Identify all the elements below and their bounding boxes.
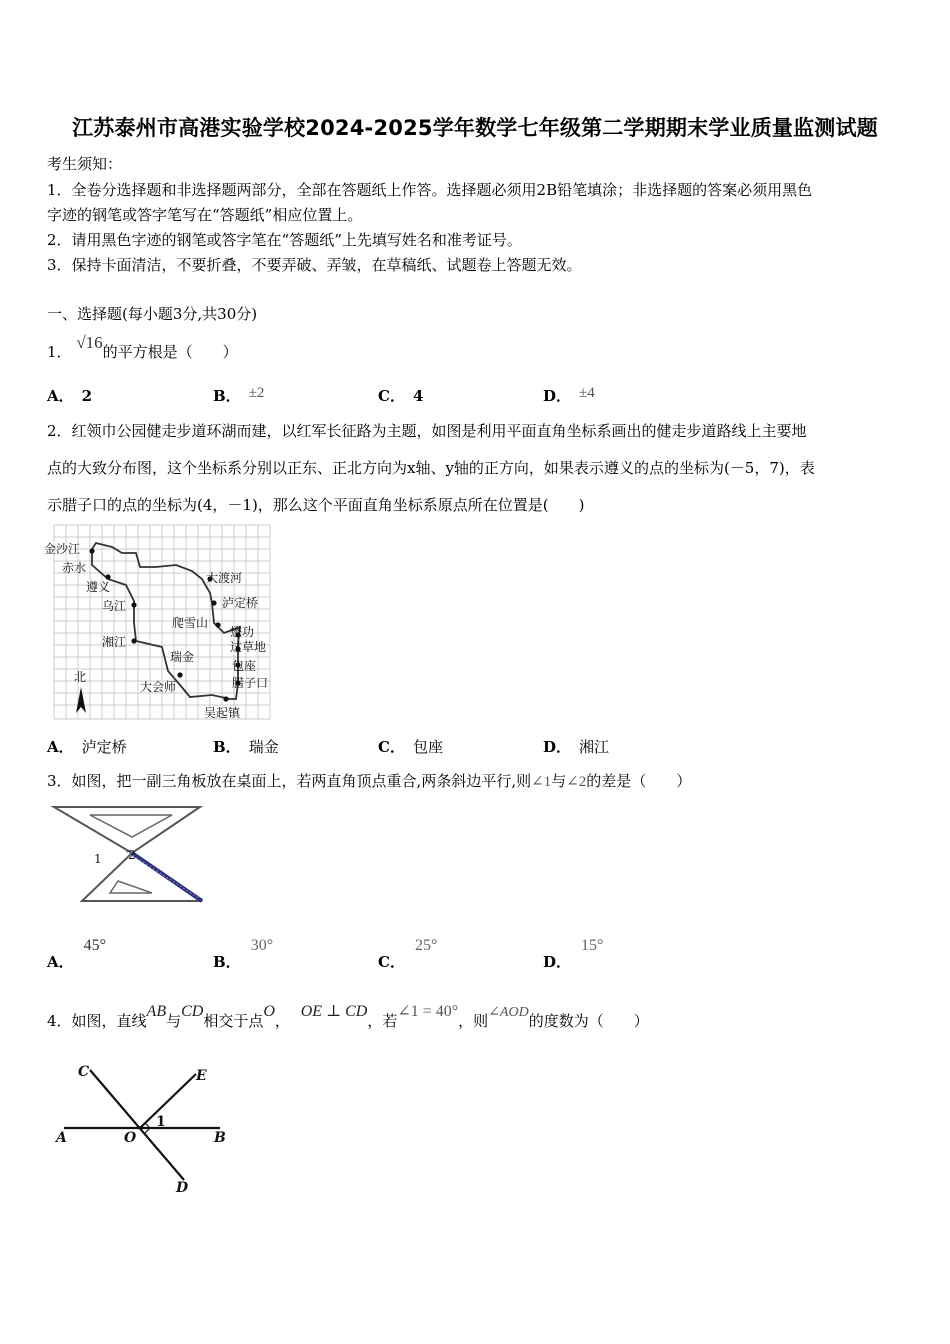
- page-title: 江苏泰州市高港实验学校2024-2025学年数学七年级第二学期期末学业质量监测试题: [72, 116, 878, 140]
- angle-expr: ∠1 = 40°: [397, 1003, 459, 1020]
- option-label: D．: [543, 738, 572, 756]
- notice-heading: 考生须知：: [47, 155, 123, 173]
- map-label: 吴起镇: [204, 706, 241, 720]
- option-label: B．: [213, 387, 241, 405]
- option-value: 30°: [250, 937, 274, 954]
- question-number: 1．: [47, 343, 72, 361]
- option-value: 4: [412, 387, 424, 405]
- angle-label: 1: [94, 852, 102, 866]
- option-a: [47, 736, 127, 757]
- map-label: 腊子口: [232, 676, 269, 690]
- question-text: 与: [166, 1012, 182, 1030]
- map-label: 乌江: [102, 599, 127, 613]
- section-heading: 一、选择题(每小题3分,共30分): [47, 305, 258, 323]
- map-label: 金沙江: [44, 542, 81, 556]
- question-2-line: 2．红领巾公园健走步道环湖而建，以红军长征路为主题，如图是利用平面直角坐标系画出的健走步道路线上主要地: [47, 422, 807, 440]
- map-label: 遵义: [86, 580, 111, 594]
- option-label: B．: [213, 738, 241, 756]
- line-cd: CD: [181, 1003, 204, 1020]
- point-o: O: [263, 1003, 275, 1020]
- map-label: 赤水: [62, 561, 87, 575]
- point-label: O: [124, 1130, 137, 1146]
- option-label: A．: [47, 738, 74, 756]
- line-ab: AB: [146, 1003, 167, 1020]
- option-value: 瑞金: [248, 738, 279, 756]
- intersecting-lines-figure: [44, 1060, 244, 1200]
- angle-1: ∠1: [531, 774, 552, 790]
- point-label: A: [56, 1130, 67, 1146]
- option-value: ±2: [248, 385, 265, 401]
- question-text: 相交于点: [203, 1012, 264, 1030]
- question-text: 4．如图，直线: [47, 1012, 147, 1030]
- top-set-square: [54, 807, 200, 853]
- option-a: [47, 934, 107, 971]
- notice-item: 3．保持卡面清洁，不要折叠，不要弄破、弄皱，在草稿纸、试题卷上答题无效。: [47, 256, 582, 274]
- option-c: [378, 736, 443, 757]
- option-value: ±4: [579, 385, 595, 401]
- question-text: 与: [551, 772, 567, 790]
- option-b: [213, 736, 279, 757]
- map-label: 懋功: [230, 625, 255, 639]
- option-b: [213, 385, 264, 406]
- angle-2: ∠2: [566, 774, 587, 790]
- set-squares-figure: [52, 803, 207, 908]
- angle-label: 2: [128, 848, 136, 862]
- question-text: ，则: [458, 1012, 489, 1030]
- point-label: B: [214, 1130, 226, 1146]
- notice-item: 2．请用黑色字迹的钢笔或答字笔在“答题纸”上先填写姓名和准考证号。: [47, 231, 522, 249]
- map-label: 包座: [232, 659, 257, 673]
- question-text: 的差是（ ）: [586, 772, 692, 790]
- point-label: C: [78, 1064, 90, 1080]
- option-a: [47, 385, 92, 406]
- question-text: 3．如图，把一副三角板放在桌面上，若两直角顶点重合,两条斜边平行,则: [47, 772, 532, 790]
- option-value: 2: [81, 387, 93, 405]
- question-1: [47, 333, 238, 362]
- question-2-line: 示腊子口的点的坐标为(4，－1)，那么这个平面直角坐标系原点所在位置是( ): [47, 496, 585, 514]
- option-d: [543, 385, 595, 406]
- option-label: D．: [543, 953, 572, 971]
- map-label: 泸定桥: [222, 596, 259, 610]
- question-text: 的度数为（ ）: [528, 1012, 649, 1030]
- question-2-line: 点的大致分布图，这个坐标系分别以正东、正北方向为x轴、y轴的正方向，如果表示遵义的点的坐标为(－5，7)，表: [47, 459, 815, 477]
- notice-item: 字迹的钢笔或答字笔写在“答题纸”相应位置上。: [47, 206, 363, 224]
- map-label: 大会师: [140, 680, 177, 694]
- north-label: 北: [74, 670, 87, 684]
- option-value: 25°: [414, 937, 438, 954]
- map-label: 过草地: [230, 640, 267, 654]
- option-value: 湘江: [579, 738, 610, 756]
- option-label: C．: [378, 953, 405, 971]
- perpendicular-expr: OE ⊥ CD: [300, 1003, 368, 1020]
- point-label: D: [176, 1180, 189, 1196]
- question-text: ，: [274, 1012, 290, 1030]
- question-3: [47, 770, 691, 791]
- option-value: 15°: [581, 937, 604, 954]
- angle-aod: ∠AOD: [488, 1005, 529, 1020]
- sqrt-expression: √16: [76, 333, 103, 352]
- option-b: [213, 934, 274, 971]
- option-c: [378, 385, 423, 406]
- map-label: 大渡河: [206, 571, 243, 585]
- option-label: A．: [47, 387, 74, 405]
- option-value: 包座: [412, 738, 443, 756]
- question-text: 的平方根是（ ）: [102, 343, 238, 361]
- option-label: C．: [378, 738, 405, 756]
- question-4: [47, 1003, 649, 1031]
- map-label: 湘江: [102, 635, 127, 649]
- option-value: 泸定桥: [81, 738, 127, 756]
- map-label: 爬雪山: [172, 616, 209, 630]
- point-label: E: [196, 1068, 207, 1084]
- option-label: B．: [213, 953, 241, 971]
- option-d: [543, 736, 609, 757]
- option-label: A．: [47, 953, 74, 971]
- notice-item: 1．全卷分选择题和非选择题两部分，全部在答题纸上作答。选择题必须用2B铅笔填涂；非选择题的答案必须用黑色: [47, 181, 813, 199]
- ray-oe: [140, 1074, 196, 1128]
- option-label: C．: [378, 387, 405, 405]
- question-text: ，若: [367, 1012, 398, 1030]
- angle-label: 1: [156, 1114, 166, 1130]
- map-label: 瑞金: [170, 650, 195, 664]
- route-map-figure: [44, 523, 277, 723]
- option-d: [543, 934, 604, 971]
- north-arrow-icon: [76, 687, 86, 713]
- option-c: [378, 934, 438, 971]
- option-value: 45°: [83, 937, 107, 954]
- option-label: D．: [543, 387, 572, 405]
- line-cd: [90, 1070, 184, 1180]
